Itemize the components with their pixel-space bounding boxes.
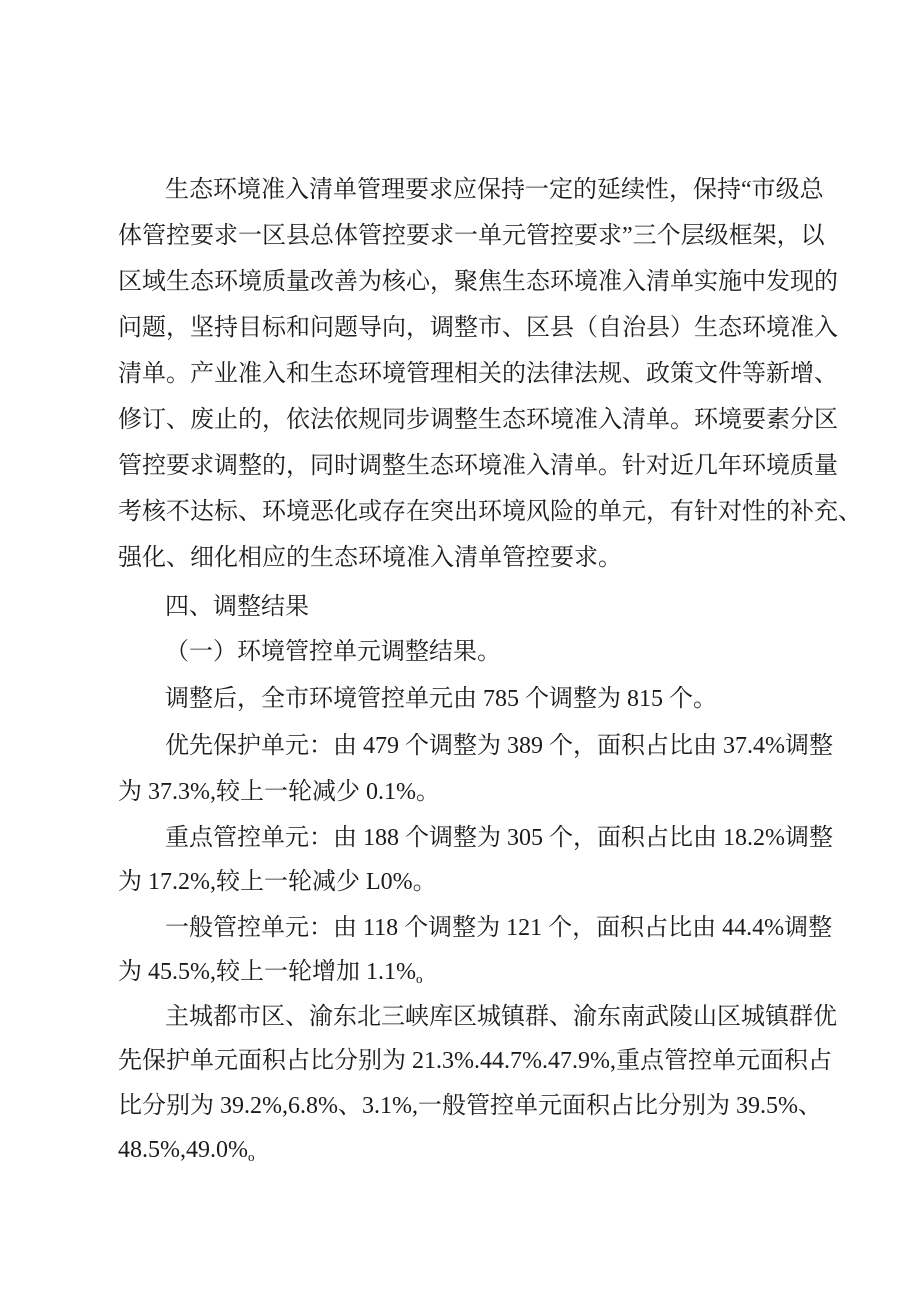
general-units-suffix: o: [415, 971, 423, 986]
regional-text: 48.5%,49.0%: [118, 1137, 248, 1163]
policy-paragraph-line: 区域生态环境质量改善为核心，聚焦生态环境准入清单实施中发现的: [118, 269, 838, 295]
policy-paragraph-line: 管控要求调整的，同时调整生态环境准入清单。针对近几年环境质量: [118, 453, 838, 479]
section-heading: 四、调整结果: [165, 594, 309, 620]
regional-line: 主城都市区、渝东北三峡库区城镇群、渝东南武陵山区城镇群优: [165, 1004, 837, 1030]
key-units-line: 为 17.2%,较上一轮减少 L0%。: [118, 869, 437, 895]
policy-paragraph-line: 问题，坚持目标和问题导向，调整市、区县（自治县）生态环境准入: [118, 315, 838, 341]
key-units-line: 重点管控单元：由 188 个调整为 305 个，面积占比由 18.2%调整: [165, 825, 833, 851]
priority-units-line: 为 37.3%,较上一轮减少 0.1%。: [118, 779, 440, 805]
policy-paragraph-line: 体管控要求一区县总体管控要求一单元管控要求”三个层级框架，以: [118, 223, 825, 249]
general-units-text: 为 45.5%,较上一轮增加 1.1%: [118, 959, 416, 985]
general-units-line: 一般管控单元：由 118 个调整为 121 个，面积占比由 44.4%调整: [165, 915, 833, 941]
subsection-heading: （一）环境管控单元调整结果。: [165, 639, 501, 665]
policy-paragraph-line: 生态环境准入清单管理要求应保持一定的延续性，保持“市级总: [165, 177, 824, 203]
regional-line: 比分别为 39.2%,6.8%、3.1%,一般管控单元面积占比分别为 39.5%、: [118, 1093, 822, 1119]
policy-paragraph-line: 强化、细化相应的生态环境准入清单管控要求。: [118, 545, 622, 571]
summary-line: 调整后，全市环境管控单元由 785 个调整为 815 个。: [165, 686, 717, 712]
policy-paragraph-line: 修订、废止的，依法依规同步调整生态环境准入清单。环境要素分区: [118, 407, 838, 433]
general-units-line: [118, 958, 422, 986]
policy-paragraph-line: 清单。产业准入和生态环境管理相关的法律法规、政策文件等新增、: [118, 361, 838, 387]
regional-line: [118, 1136, 254, 1164]
policy-paragraph-line: 考核不达标、环境恶化或存在突出环境风险的单元，有针对性的补充、: [118, 499, 862, 525]
regional-suffix: o: [247, 1149, 255, 1164]
regional-line: 先保护单元面积占比分别为 21.3%.44.7%.47.9%,重点管控单元面积占: [118, 1048, 832, 1074]
priority-units-line: 优先保护单元：由 479 个调整为 389 个，面积占比由 37.4%调整: [165, 733, 833, 759]
